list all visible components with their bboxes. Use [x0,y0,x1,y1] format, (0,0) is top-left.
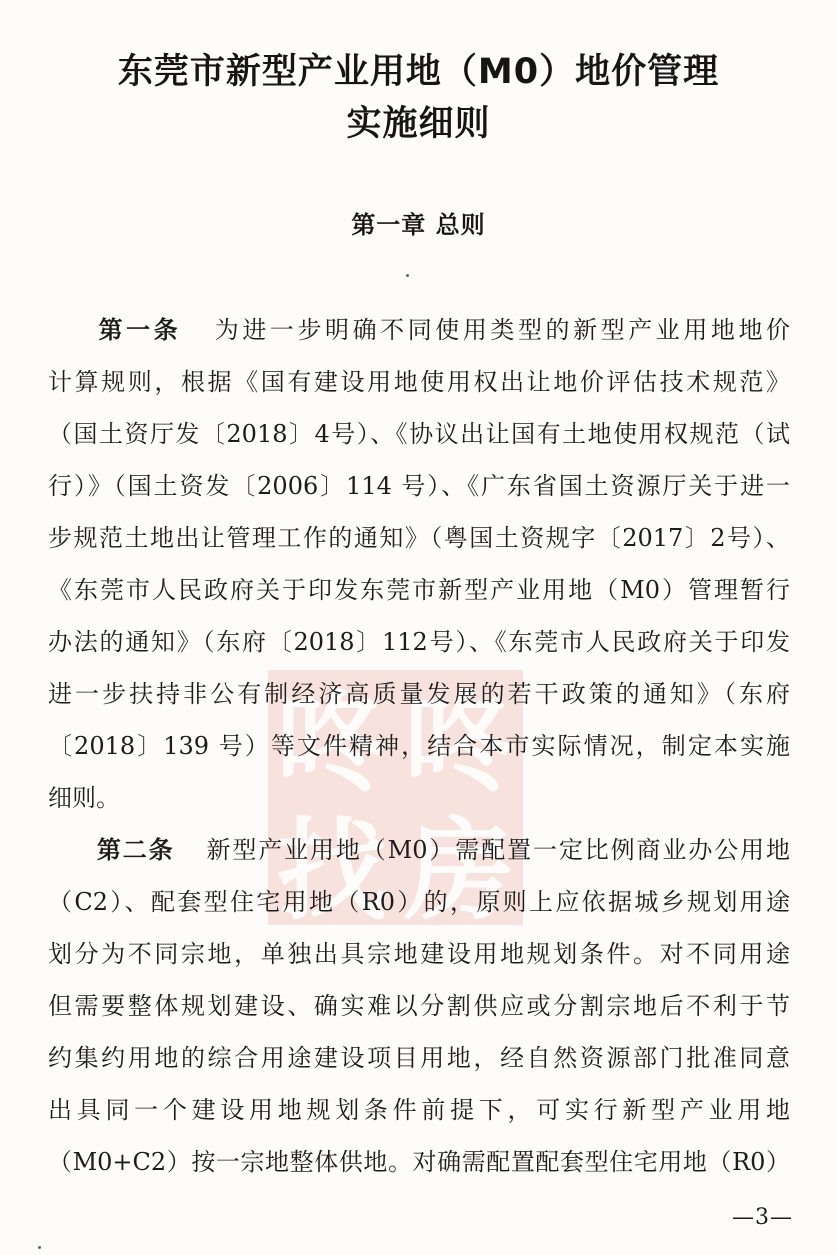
article-1-line: 细则。 [48,784,120,812]
scan-speck [38,1246,41,1249]
article-2-line: 出具同一个建设用地规划条件前提下，可实行新型产业用地 [48,1096,790,1124]
article-1-line: 进一步扶持非公有制经济高质量发展的若干政策的通知》（东府 [48,680,790,708]
article-2-line: 但需要整体规划建设、确实难以分割供应或分割宗地后不利于节 [48,992,790,1020]
article-1-number: 第一条 [95,316,182,344]
article-1-line: 办法的通知》（东府〔2018〕112号）、《东莞市人民政府关于印发 [48,628,790,656]
article-1-line: （国土资厅发〔2018〕4号）、《协议出让国有土地使用权规范（试 [48,420,790,448]
scan-speck [406,274,409,277]
document-title-line-1: 东莞市新型产业用地（M0）地价管理 [117,52,720,92]
article-2-line: 约集约用地的综合用途建设项目用地，经自然资源部门批准同意 [48,1044,790,1072]
article-2-text: 新型产业用地（M0）需配置一定比例商业办公用地 [204,836,790,864]
article-1-line: 〔2018〕139 号）等文件精神，结合本市实际情况，制定本实施 [48,732,790,760]
article-2-line: （M0+C2）按一宗地整体供地。对确需配置配套型住宅用地（R0） [48,1148,790,1176]
watermark-char: 房 [404,806,515,935]
document-title-line-2: 实施细则 [346,104,491,144]
article-1-line [48,313,790,347]
watermark-char: 找 [276,806,387,935]
article-1-line: 《东莞市人民政府关于印发东莞市新型产业用地（M0）管理暂行 [48,576,790,604]
watermark-char: 咚 [404,678,515,807]
page-number: —3— [732,1205,793,1230]
watermark-char: 咚 [276,678,387,807]
article-1-line: 步规范土地出让管理工作的通知》（粤国土资规字〔2017〕2号）、 [48,524,790,552]
article-1-line: 行）》（国土资发〔2006〕114 号）、《广东省国土资源厅关于进一 [48,472,790,500]
chapter-heading: 第一章 总则 [351,211,486,239]
article-1-text: 为进一步明确不同使用类型的新型产业用地地价 [211,316,791,344]
article-2-line: 划分为不同宗地，单独出具宗地建设用地规划条件。对不同用途 [48,940,790,968]
article-2-line: （C2）、配套型住宅用地（R0）的，原则上应依据城乡规划用途 [48,888,790,916]
article-2-number: 第二条 [95,836,175,864]
article-2-line [48,833,790,867]
article-1-line: 计算规则，根据《国有建设用地使用权出让地价评估技术规范》 [48,368,790,396]
